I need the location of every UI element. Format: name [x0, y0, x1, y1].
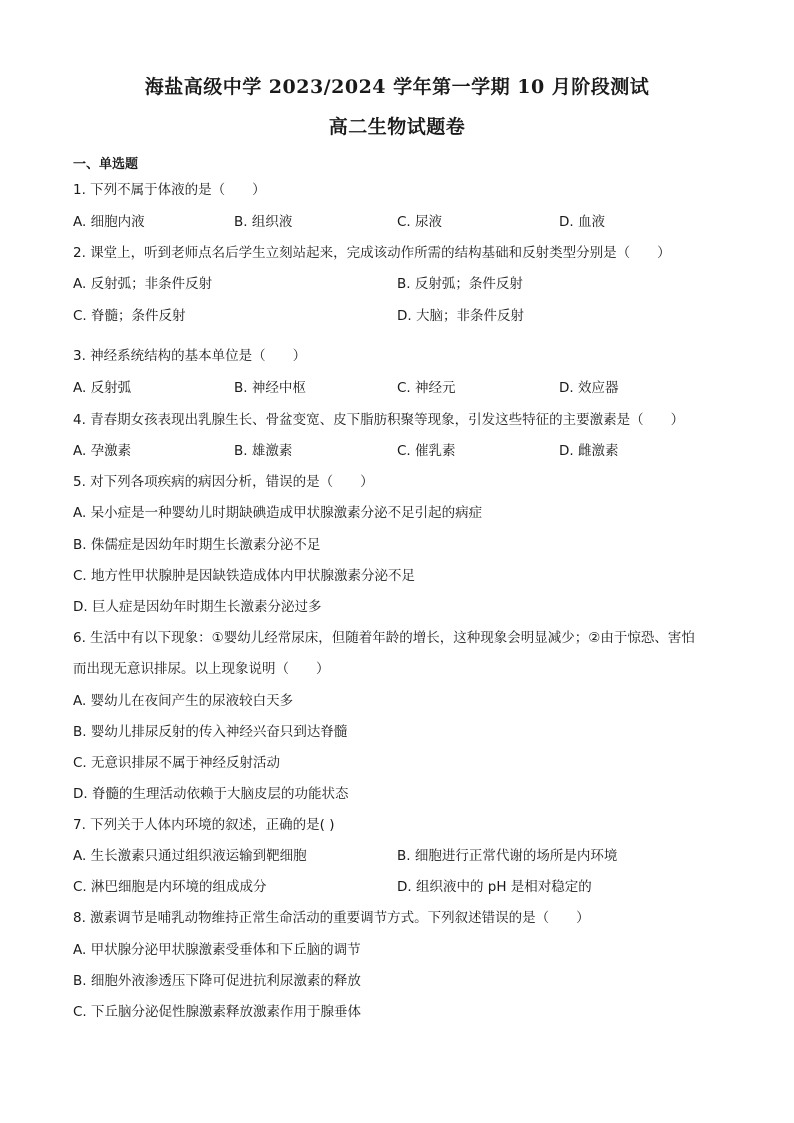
question-6-option-a: A. 婴幼儿在夜间产生的尿液较白天多: [73, 693, 294, 709]
question-4-option-b: B. 雄激素: [234, 443, 293, 459]
question-1-option-a: A. 细胞内液: [73, 214, 145, 230]
question-6-stem-continued: 而出现无意识排尿。以上现象说明（ ）: [73, 661, 330, 677]
question-1-option-c: C. 尿液: [397, 214, 443, 230]
question-3-option-b: B. 神经中枢: [234, 380, 306, 396]
question-8-stem: 8. 激素调节是哺乳动物维持正常生命活动的重要调节方式。下列叙述错误的是（ ）: [73, 910, 590, 926]
question-6-option-c: C. 无意识排尿不属于神经反射活动: [73, 755, 281, 771]
question-2-option-d: D. 大脑；非条件反射: [397, 308, 524, 324]
question-4-option-a: A. 孕激素: [73, 443, 132, 459]
question-2-stem: 2. 课堂上，听到老师点名后学生立刻站起来，完成该动作所需的结构基础和反射类型分别是（ ）: [73, 245, 671, 261]
question-7-option-d: D. 组织液中的 pH 是相对稳定的: [397, 879, 592, 895]
question-3-option-a: A. 反射弧: [73, 380, 132, 396]
question-6-stem: 6. 生活中有以下现象：①婴幼儿经常尿床，但随着年龄的增长，这种现象会明显减少；②由于惊恐、害怕: [73, 630, 695, 646]
question-4-option-d: D. 雌激素: [559, 443, 619, 459]
question-8-option-c: C. 下丘脑分泌促性腺激素释放激素作用于腺垂体: [73, 1004, 362, 1020]
section-heading: 一、单选题: [73, 157, 139, 172]
question-2-option-b: B. 反射弧；条件反射: [397, 276, 523, 292]
question-2-option-a: A. 反射弧；非条件反射: [73, 276, 213, 292]
question-5-stem: 5. 对下列各项疾病的病因分析，错误的是（ ）: [73, 474, 374, 490]
question-2-option-c: C. 脊髓；条件反射: [73, 308, 186, 324]
question-5-option-d: D. 巨人症是因幼年时期生长激素分泌过多: [73, 599, 322, 615]
exam-subtitle: 高二生物试题卷: [328, 116, 466, 138]
question-1-stem: 1. 下列不属于体液的是（ ）: [73, 182, 266, 198]
question-7-option-a: A. 生长激素只通过组织液运输到靶细胞: [73, 848, 307, 864]
question-5-option-c: C. 地方性甲状腺肿是因缺铁造成体内甲状腺激素分泌不足: [73, 568, 416, 584]
question-1-option-d: D. 血液: [559, 214, 605, 230]
question-1-option-b: B. 组织液: [234, 214, 293, 230]
question-5-option-b: B. 侏儒症是因幼年时期生长激素分泌不足: [73, 537, 321, 553]
question-3-option-c: C. 神经元: [397, 380, 456, 396]
question-4-option-c: C. 催乳素: [397, 443, 456, 459]
exam-title: 海盐高级中学 2023/2024 学年第一学期 10 月阶段测试: [144, 76, 650, 98]
question-8-option-b: B. 细胞外液渗透压下降可促进抗利尿激素的释放: [73, 973, 361, 989]
question-3-option-d: D. 效应器: [559, 380, 619, 396]
question-4-stem: 4. 青春期女孩表现出乳腺生长、骨盆变宽、皮下脂肪积聚等现象，引发这些特征的主要激素是（ ）: [73, 412, 685, 428]
question-5-option-a: A. 呆小症是一种婴幼儿时期缺碘造成甲状腺激素分泌不足引起的病症: [73, 505, 483, 521]
question-3-stem: 3. 神经系统结构的基本单位是（ ）: [73, 348, 307, 364]
question-7-stem: 7. 下列关于人体内环境的叙述，正确的是( ): [73, 817, 335, 833]
question-8-option-a: A. 甲状腺分泌甲状腺激素受垂体和下丘脑的调节: [73, 942, 361, 958]
question-7-option-c: C. 淋巴细胞是内环境的组成成分: [73, 879, 267, 895]
question-6-option-b: B. 婴幼儿排尿反射的传入神经兴奋只到达脊髓: [73, 724, 348, 740]
question-6-option-d: D. 脊髓的生理活动依赖于大脑皮层的功能状态: [73, 786, 349, 802]
question-7-option-b: B. 细胞进行正常代谢的场所是内环境: [397, 848, 618, 864]
